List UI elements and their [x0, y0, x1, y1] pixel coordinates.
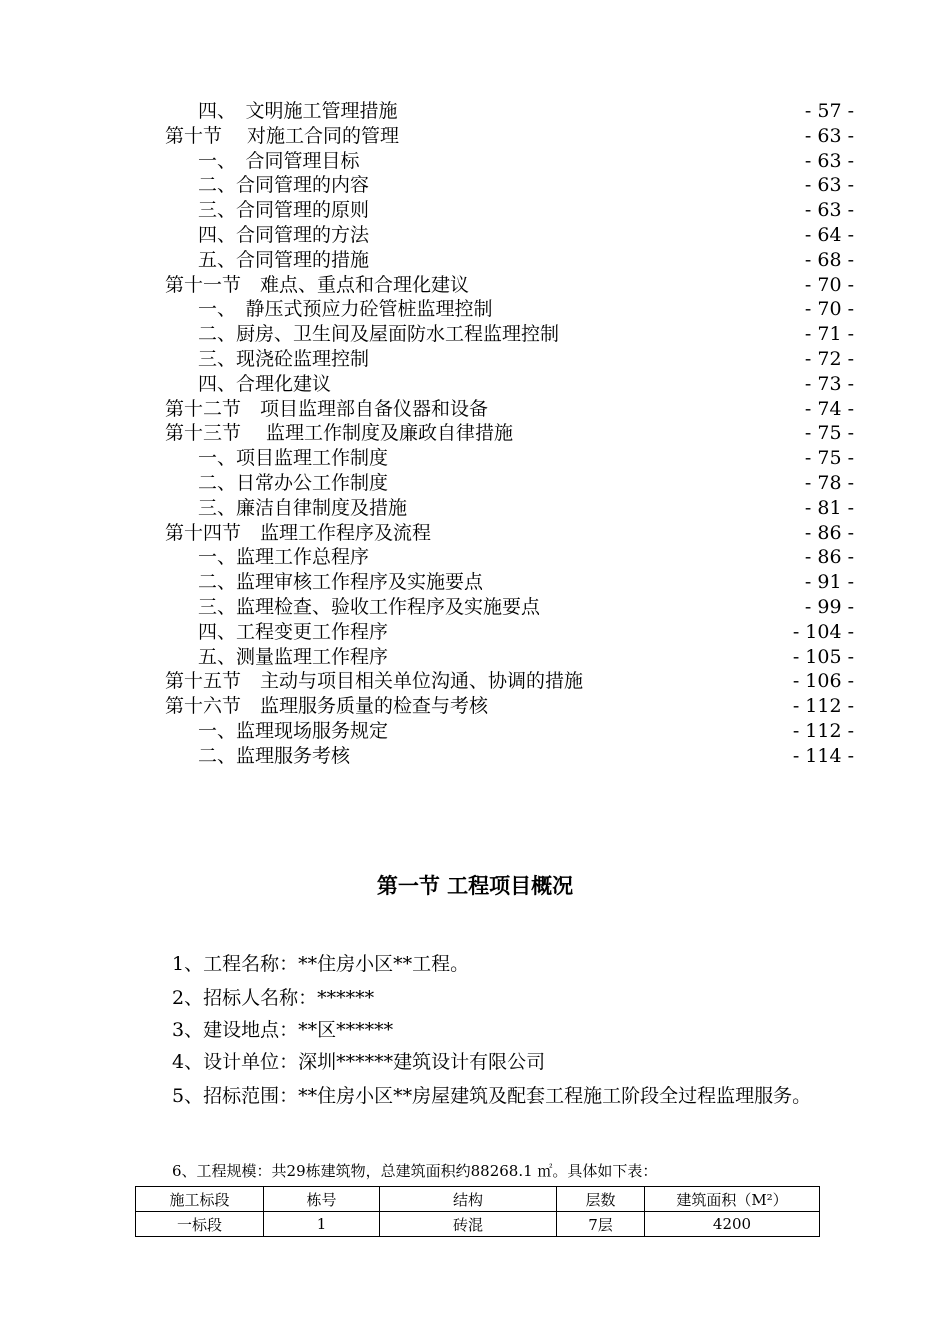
- toc-entry-label: 第十三节 监理工作制度及廉政自律措施: [165, 422, 514, 445]
- toc-entry-page: - 74 -: [804, 397, 854, 420]
- toc-entry[interactable]: [0, 198, 950, 223]
- toc-entry-page: - 75 -: [804, 422, 854, 445]
- toc-entry-label: 第十四节 监理工作程序及流程: [165, 521, 432, 544]
- toc-entry-page: - 112 -: [792, 695, 854, 718]
- toc-entry-label: 二、监理审核工作程序及实施要点: [198, 571, 484, 594]
- toc-entry[interactable]: [0, 223, 950, 248]
- toc-entry-label: 三、监理检查、验收工作程序及实施要点: [198, 595, 541, 618]
- table-row: [136, 1212, 820, 1237]
- toc-entry-page: - 64 -: [804, 223, 854, 246]
- project-scale-text: 6、工程规模：共29栋建筑物，总建筑面积约88268.1 ㎡。具体如下表：: [172, 1162, 658, 1180]
- toc-entry-label: 一、监理现场服务规定: [198, 719, 389, 742]
- toc-entry[interactable]: [0, 149, 950, 174]
- toc-entry-label: 四、 文明施工管理措施: [198, 100, 398, 122]
- toc-entry[interactable]: [0, 248, 950, 273]
- table-header-row: [136, 1187, 820, 1212]
- table-header-cell: 层数: [557, 1187, 645, 1212]
- toc-entry-label: 一、 合同管理目标: [198, 149, 360, 172]
- toc-entry[interactable]: [0, 521, 950, 546]
- toc-entry-label: 三、现浇砼监理控制: [198, 347, 370, 370]
- design-unit-item: 4、设计单位：深圳******建筑设计有限公司: [172, 1051, 546, 1073]
- toc-entry-page: - 63 -: [804, 199, 854, 222]
- table-cell: 一标段: [136, 1212, 264, 1237]
- toc-entry[interactable]: [0, 694, 950, 719]
- toc-entry-label: 第十二节 项目监理部自备仪器和设备: [165, 397, 489, 420]
- toc-entry[interactable]: [0, 719, 950, 744]
- toc-entry-label: 一、 静压式预应力砼管桩监理控制: [198, 298, 493, 321]
- table-cell: 1: [264, 1212, 380, 1237]
- toc-entry-label: 五、合同管理的措施: [198, 248, 370, 271]
- toc-entry-page: - 71 -: [804, 323, 854, 346]
- toc-entry-page: - 86 -: [804, 521, 854, 544]
- toc-entry[interactable]: [0, 669, 950, 694]
- toc-entry-page: - 63 -: [804, 174, 854, 197]
- toc-entry[interactable]: [0, 297, 950, 322]
- toc-entry-label: 四、合同管理的方法: [198, 223, 370, 246]
- toc-entry-label: 第十五节 主动与项目相关单位沟通、协调的措施: [165, 670, 584, 693]
- toc-entry-label: 三、廉洁自律制度及措施: [198, 496, 408, 519]
- table-header-cell: 施工标段: [136, 1187, 264, 1212]
- toc-entry[interactable]: [0, 595, 950, 620]
- table-of-contents: [0, 99, 950, 769]
- toc-entry[interactable]: [0, 322, 950, 347]
- toc-entry[interactable]: [0, 372, 950, 397]
- toc-entry-page: - 99 -: [804, 595, 854, 618]
- toc-entry[interactable]: [0, 645, 950, 670]
- toc-entry[interactable]: [0, 347, 950, 372]
- toc-entry-page: - 73 -: [804, 372, 854, 395]
- toc-entry-page: - 75 -: [804, 447, 854, 470]
- toc-entry-page: - 86 -: [804, 546, 854, 569]
- toc-entry-page: - 70 -: [804, 298, 854, 321]
- toc-entry-label: 二、日常办公工作制度: [198, 471, 389, 494]
- tenderer-item: 2、招标人名称：******: [172, 987, 375, 1009]
- toc-entry-page: - 72 -: [804, 347, 854, 370]
- toc-entry-page: - 63 -: [804, 124, 854, 147]
- toc-entry-label: 二、监理服务考核: [198, 744, 351, 767]
- table-cell: 砖混: [380, 1212, 557, 1237]
- toc-entry[interactable]: [0, 124, 950, 149]
- table-cell: 7层: [557, 1212, 645, 1237]
- toc-entry-page: - 63 -: [804, 149, 854, 172]
- toc-entry-label: 第十一节 难点、重点和合理化建议: [165, 273, 470, 296]
- project-table: [135, 1186, 820, 1237]
- toc-entry[interactable]: [0, 173, 950, 198]
- toc-entry[interactable]: [0, 620, 950, 645]
- project-name-item: 1、工程名称：**住房小区**工程。: [172, 953, 470, 975]
- toc-entry-page: - 78 -: [804, 471, 854, 494]
- toc-entry-page: - 114 -: [792, 744, 854, 767]
- toc-entry-label: 三、合同管理的原则: [198, 199, 370, 222]
- section-heading: 第一节 工程项目概况: [376, 874, 574, 898]
- toc-entry-page: - 68 -: [804, 248, 854, 271]
- toc-entry-label: 一、监理工作总程序: [198, 546, 370, 569]
- toc-entry[interactable]: [0, 99, 950, 124]
- toc-entry-label: 第十节 对施工合同的管理: [165, 124, 400, 147]
- toc-entry[interactable]: [0, 446, 950, 471]
- toc-entry[interactable]: [0, 421, 950, 446]
- table-header-cell: 建筑面积（M²）: [645, 1187, 820, 1212]
- toc-entry[interactable]: [0, 397, 950, 422]
- toc-entry-page: - 57 -: [804, 100, 854, 122]
- toc-entry-page: - 112 -: [792, 719, 854, 742]
- table-header-cell: 栋号: [264, 1187, 380, 1212]
- toc-entry[interactable]: [0, 273, 950, 298]
- toc-entry-page: - 70 -: [804, 273, 854, 296]
- toc-entry[interactable]: [0, 545, 950, 570]
- toc-entry[interactable]: [0, 496, 950, 521]
- location-item: 3、建设地点：**区******: [172, 1019, 394, 1041]
- toc-entry[interactable]: [0, 570, 950, 595]
- tender-scope-item: 5、招标范围：**住房小区**房屋建筑及配套工程施工阶段全过程监理服务。: [172, 1085, 812, 1107]
- toc-entry-page: - 81 -: [804, 496, 854, 519]
- toc-entry-label: 二、合同管理的内容: [198, 174, 370, 197]
- toc-entry-page: - 106 -: [792, 670, 854, 693]
- toc-entry-label: 四、合理化建议: [198, 372, 332, 395]
- toc-entry-label: 一、项目监理工作制度: [198, 447, 389, 470]
- toc-entry-label: 五、测量监理工作程序: [198, 645, 389, 668]
- toc-entry-label: 四、工程变更工作程序: [198, 620, 389, 643]
- toc-entry-page: - 104 -: [792, 620, 854, 643]
- table-cell: 4200: [645, 1212, 820, 1237]
- toc-entry-label: 二、厨房、卫生间及屋面防水工程监理控制: [198, 323, 560, 346]
- toc-entry-label: 第十六节 监理服务质量的检查与考核: [165, 695, 489, 718]
- toc-entry-page: - 105 -: [792, 645, 854, 668]
- toc-entry[interactable]: [0, 744, 950, 769]
- table-header-cell: 结构: [380, 1187, 557, 1212]
- toc-entry[interactable]: [0, 471, 950, 496]
- toc-entry-page: - 91 -: [804, 571, 854, 594]
